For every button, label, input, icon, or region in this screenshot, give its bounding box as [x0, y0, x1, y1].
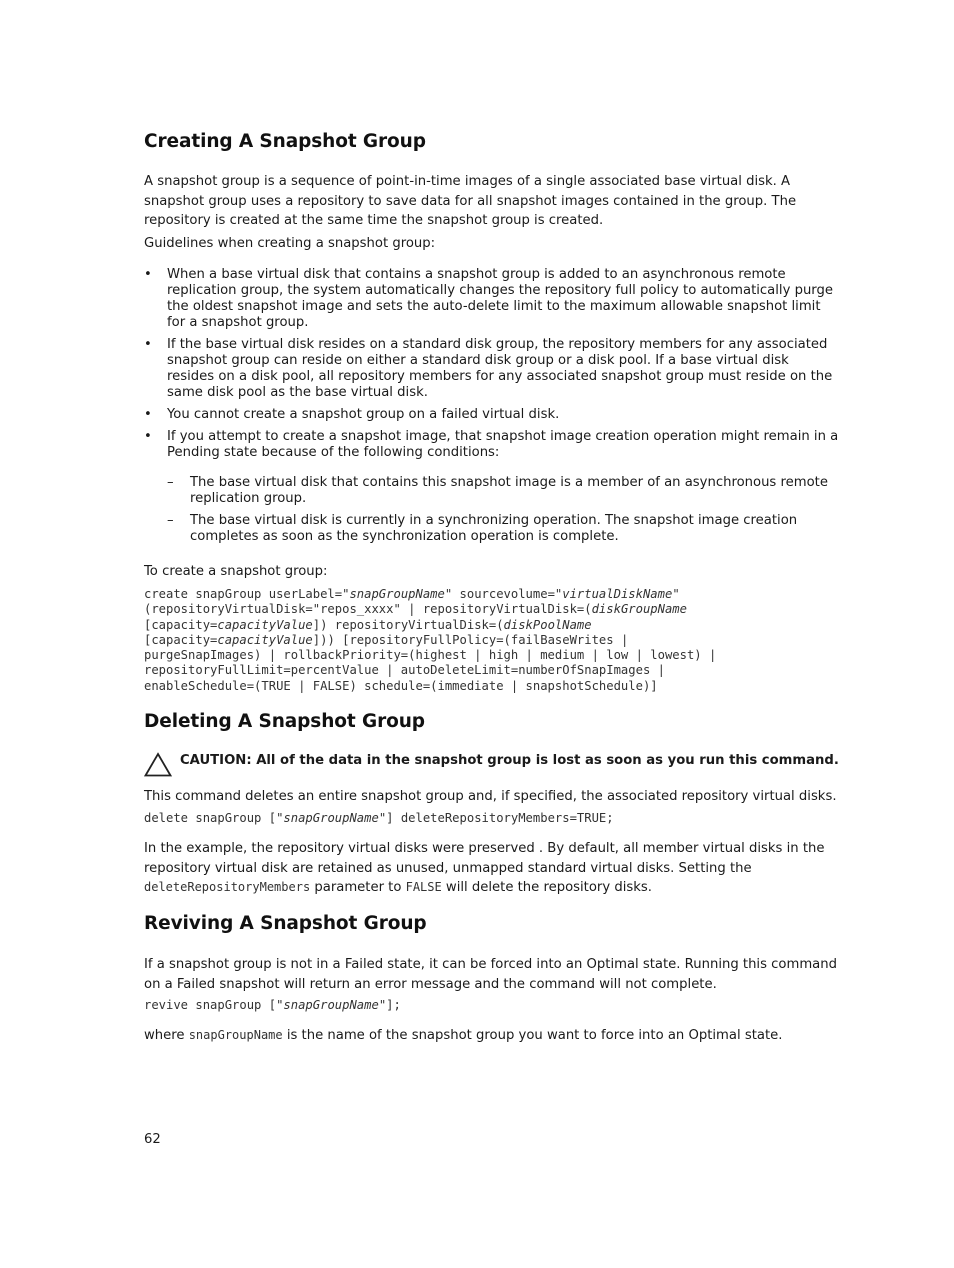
reviving-where: where snapGroupName is the name of the snapshot group you want to force into an Optimal state.: [144, 1028, 783, 1043]
guidelines-list: [144, 267, 839, 551]
warning-triangle-icon: [144, 752, 172, 777]
heading-reviving: Reviving A Snapshot Group: [144, 913, 427, 934]
creating-intro-line-2: snapshot group uses a repository to save data for all snapshot images contained in the group. The: [144, 193, 797, 209]
heading-creating: Creating A Snapshot Group: [144, 131, 426, 152]
list-item: [144, 429, 839, 545]
revive-snapgroup-code: revive snapGroup ["snapGroupName"];: [144, 998, 401, 1012]
value-false: FALSE: [405, 880, 442, 894]
list-item: • When a base virtual disk that contains a snapshot group is added to an asynchronous remote replication group, the system automatically changes the repository full policy to automatically purge the oldest snapshot image and sets the auto-delete limit to the maximum allowable snapshot limit for a snapshot group.: [144, 267, 839, 331]
list-item-text: If you attempt to create a snapshot image, that snapshot image creation operation might remain in a Pending state because of the following conditions:: [167, 429, 839, 460]
list-item: – The base virtual disk that contains this snapshot image is a member of an asynchronous remote replication group.: [167, 475, 839, 507]
reviving-line-2: on a Failed snapshot will return an error message and the command will not complete.: [144, 976, 717, 992]
reviving-description: [144, 955, 839, 994]
creating-intro-line-3: repository is created at the same time the snapshot group is created.: [144, 213, 604, 228]
list-item: • If the base virtual disk resides on a standard disk group, the repository members for any associated snapshot group can reside on either a standard disk group or a disk pool. If a base virtual disk resides on a disk pool, all repository members for any associated snapshot group must reside on the same disk pool as the base virtual disk.: [144, 337, 839, 401]
param-delete-repository-members: deleteRepositoryMembers: [144, 880, 311, 894]
heading-deleting: Deleting A Snapshot Group: [144, 711, 425, 732]
deleting-description: This command deletes an entire snapshot group and, if specified, the associated repository virtual disks.: [144, 789, 837, 804]
list-item: – The base virtual disk is currently in a synchronizing operation. The snapshot image creation completes as soon as the synchronization operation is complete.: [167, 513, 839, 545]
caution-note: [144, 750, 839, 780]
example-line-2: repository virtual disk are retained as unused, unmapped standard virtual disks. Setting the: [144, 860, 752, 876]
to-create-label: To create a snapshot group:: [144, 564, 328, 579]
delete-snapgroup-code: delete snapGroup ["snapGroupName"] deleteRepositoryMembers=TRUE;: [144, 811, 614, 825]
create-snapgroup-code: create snapGroup userLabel="snapGroupName" sourcevolume="virtualDiskName" (repositoryVirtualDisk="repos_xxxx" | repositoryVirtualDisk=(diskGroupName [capacity=capacityValue]) repositoryVirtualDisk=(diskPoolName [capacity=capacityValue])) [repositoryFullPolicy=(failBaseWrites | purgeSnapImages) | rollbackPriority=(highest | high | medium | low | lowest) | repositoryFullLimit=percentValue | autoDeleteLimit=numberOfSnapImages | enableSchedule=(TRUE | FALSE) schedule=(immediate | snapshotSchedule)]: [144, 587, 717, 693]
deleting-example: In the example, the repository virtual disks were preserved . By default, all member virtual disks in the repository virtual disk are retained as unused, unmapped standard virtual disks. Setting the deleteRepositoryMembers parameter to FALSE will delete the repository disks.: [144, 841, 825, 895]
page-number: 62: [144, 1132, 161, 1147]
pending-conditions-list: [167, 475, 839, 545]
caution-text: CAUTION: All of the data in the snapshot group is lost as soon as you run this command.: [180, 753, 839, 768]
param-snapgroupname: snapGroupName: [188, 1028, 283, 1042]
list-item: • You cannot create a snapshot group on a failed virtual disk.: [144, 407, 839, 423]
example-line-1: In the example, the repository virtual disks were preserved . By default, all member virtual disks in the: [144, 841, 825, 856]
creating-intro-line-1: A snapshot group is a sequence of point-in-time images of a single associated base virtual disk. A: [144, 174, 791, 189]
reviving-line-1: If a snapshot group is not in a Failed state, it can be forced into an Optimal state. Running this command: [144, 957, 837, 972]
creating-intro: [144, 172, 839, 231]
guidelines-label: Guidelines when creating a snapshot group:: [144, 236, 436, 251]
